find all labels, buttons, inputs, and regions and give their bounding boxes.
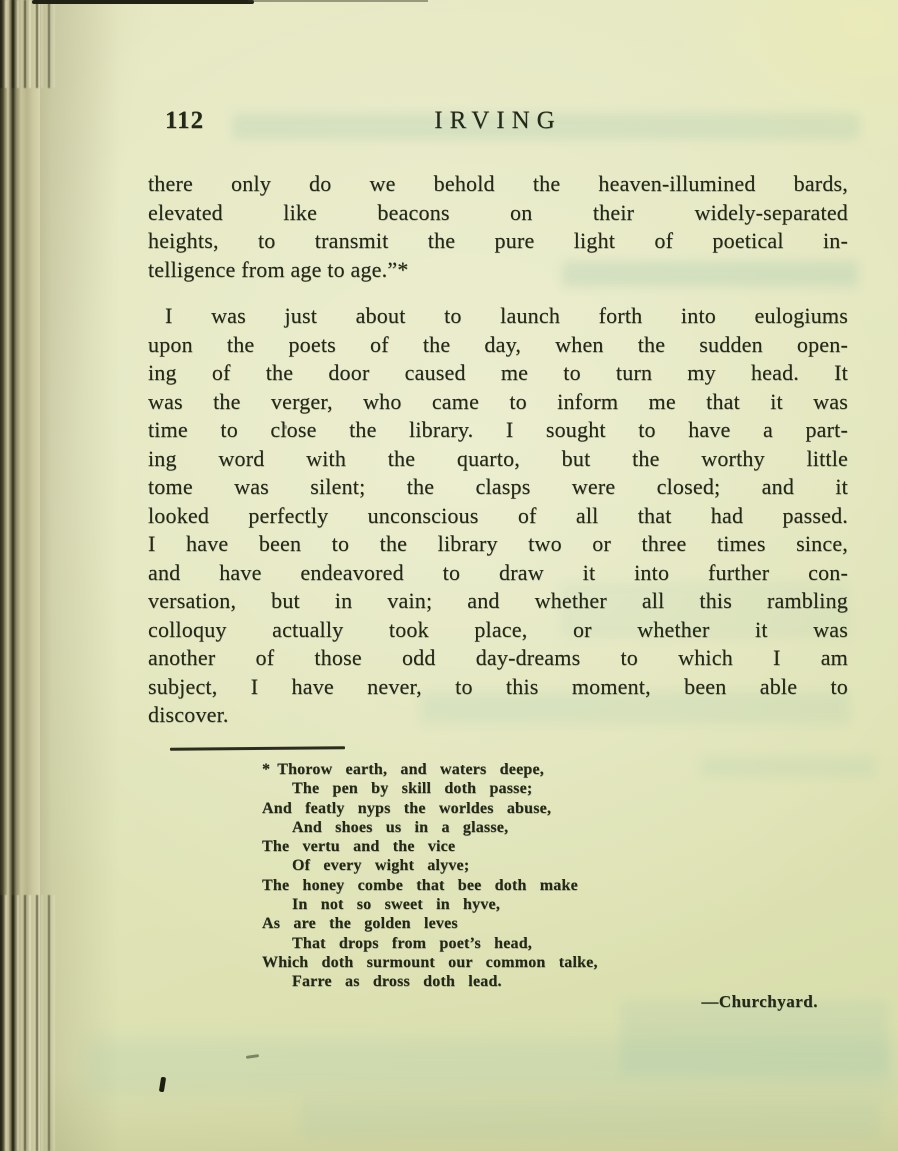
footnote-line: Of every wight alyve; [292,857,470,875]
text-line: ing of the door caused me to turn my head. It [148,360,848,385]
page-header [148,107,848,141]
text-line: colloquy actually took place, or whether it was [148,616,848,642]
footnote-poem [262,760,598,992]
footnote-line: In not so sweet in hyve, [292,896,501,914]
footnote-line: The pen by skill doth passe; [292,780,533,798]
footnote-line: As are the golden leves [262,915,458,933]
text-line: telligence from age to age.”* [148,256,409,282]
text-line: heights, to transmit the pure light of poetical in- [148,228,848,253]
show-through-text [700,757,875,777]
footnote-attribution: —Churchyard. [701,992,818,1011]
text-line: I was just about to launch forth into eulogiums [165,303,848,328]
text-line: another of those odd day-dreams to which I am [148,645,848,670]
paper-speck [283,425,287,429]
footnote-line: Farre as dross doth lead. [292,973,502,991]
show-through-band [85,1038,898,1094]
running-title: IRVING [434,107,562,134]
footnote-line: And shoes us in a glasse, [292,818,509,836]
page-top-edge-faint [248,0,428,2]
footnote-line-text: Thorow earth, and waters deepe, [277,761,544,778]
footnote-marker: * [262,761,271,778]
text-line: I have been to the library two or three times since, [148,531,848,556]
text-line: looked perfectly unconscious of all that had passed. [148,502,848,528]
text-line: subject, I have never, to this moment, been able to [148,673,848,699]
text-line: discover. [148,702,229,727]
gutter-shadow [40,0,120,1151]
text-line: and have endeavored to draw it into further con- [148,559,848,585]
text-line: was the verger, who came to inform me that it was [148,388,848,414]
footnote-rule [170,746,345,751]
paragraph-2 [148,302,848,730]
footnote-line [262,760,598,779]
page-top-edge [32,0,254,4]
page-number: 112 [165,107,205,134]
text-line: elevated like beacons on their widely-separated [148,199,848,225]
footnote-line: The vertu and the vice [262,838,456,856]
footnote-line: That drops from poet’s head, [292,934,532,952]
text-line: tome was silent; the clasps were closed; and it [148,474,848,499]
paragraph-1 [148,170,848,284]
text-line: upon the poets of the day, when the sudden open- [148,331,848,357]
footnote-line: The honey combe that bee doth make [262,876,578,894]
text-line: time to close the library. I sought to have a part- [148,417,848,442]
text-line: versation, but in vain; and whether all this rambling [148,588,848,613]
text-line: there only do we behold the heaven-illumined bards, [148,171,848,196]
footnote-line: And featly nyps the worldes abuse, [262,799,552,817]
show-through-text [300,1100,880,1138]
footnote-line: Which doth surmount our common talke, [262,953,598,971]
text-line: ing word with the quarto, but the worthy little [148,445,848,471]
